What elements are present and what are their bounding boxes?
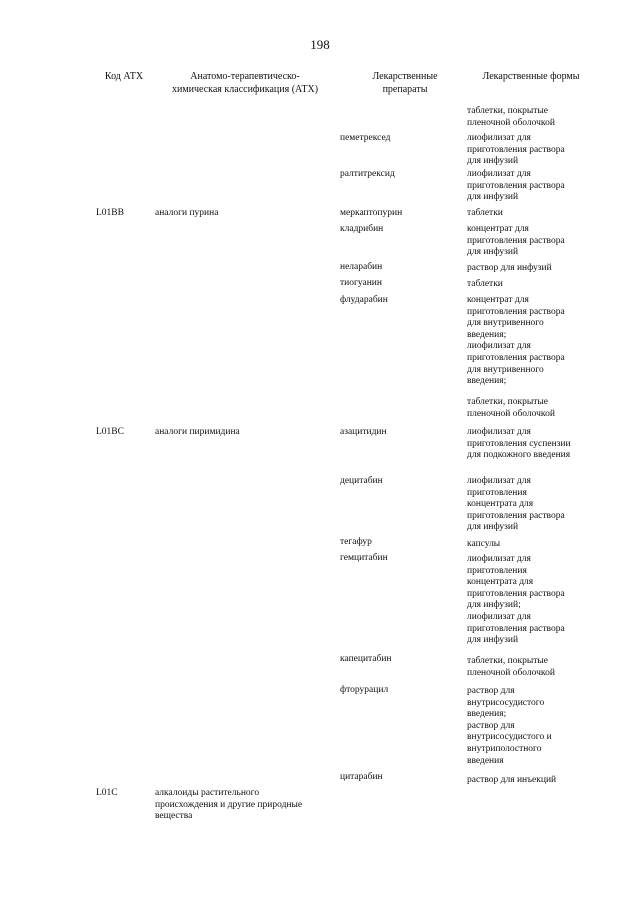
page-number: 198 — [310, 37, 330, 52]
atc-group-name: аналоги пурина — [155, 208, 219, 218]
dosage-form: таблетки, покрытые пленочной оболочкой — [467, 656, 555, 678]
drug-name: флударабин — [340, 295, 388, 305]
drug-name: гемцитабин — [340, 553, 388, 563]
dosage-form: раствор для инъекций — [467, 775, 557, 785]
drug-name: децитабин — [340, 476, 383, 486]
dosage-form: таблетки, покрытые пленочной оболочкой — [467, 106, 555, 128]
dosage-form: концентрат для приготовления раствора для внутривенного введения; лиофилизат для приготовления раствора для внутривенного введения; — [467, 295, 565, 387]
atc-code: L01BC — [96, 427, 124, 437]
drug-name: фторурацил — [340, 685, 389, 695]
drug-name: неларабин — [340, 262, 383, 272]
drug-name: кладрибин — [340, 224, 384, 234]
dosage-form: лиофилизат для приготовления концентрата для приготовления раствора для инфузий; лиофилизат для приготовления раствора для инфузий — [467, 554, 565, 646]
column-header-atc-code: Код АТХ — [104, 71, 144, 82]
dosage-form: лиофилизат для приготовления концентрата для приготовления раствора для инфузий — [467, 476, 565, 533]
dosage-form: лиофилизат для приготовления суспензии для подкожного введения — [467, 427, 571, 461]
dosage-form: раствор для внутрисосудистого введения; раствор для внутрисосудистого и внутриполостного введения — [467, 686, 552, 766]
dosage-form: таблетки, покрытые пленочной оболочкой — [467, 397, 555, 419]
column-header-dosage-forms: Лекарственные формы — [482, 71, 580, 82]
drug-name: тиогуанин — [340, 278, 382, 288]
atc-group-name: аналоги пиримидина — [155, 427, 240, 437]
drug-name: пеметрексед — [340, 133, 391, 143]
column-header-classification: Анатомо-терапевтическо- химическая классификация (АТХ) — [171, 71, 319, 95]
dosage-form: лиофилизат для приготовления раствора для инфузий — [467, 133, 565, 167]
column-header-drugs: Лекарственные препараты — [372, 71, 438, 95]
atc-group-name: алкалоиды растительного происхождения и другие природные вещества — [155, 788, 303, 822]
drug-name: тегафур — [340, 537, 372, 547]
atc-code: L01C — [96, 788, 118, 798]
dosage-form: лиофилизат для приготовления раствора для инфузий — [467, 169, 565, 203]
drug-name: капецитабин — [340, 654, 392, 664]
atc-code: L01BB — [96, 208, 124, 218]
drug-name: азацитидин — [340, 427, 387, 437]
dosage-form: таблетки — [467, 279, 503, 289]
dosage-form: раствор для инфузий — [467, 263, 552, 273]
dosage-form: таблетки — [467, 208, 503, 218]
drug-name: ралтитрексид — [340, 169, 395, 179]
drug-name: меркаптопурин — [340, 208, 403, 218]
dosage-form: капсулы — [467, 539, 501, 549]
drug-name: цитарабин — [340, 772, 383, 782]
dosage-form: концентрат для приготовления раствора для инфузий — [467, 224, 565, 258]
